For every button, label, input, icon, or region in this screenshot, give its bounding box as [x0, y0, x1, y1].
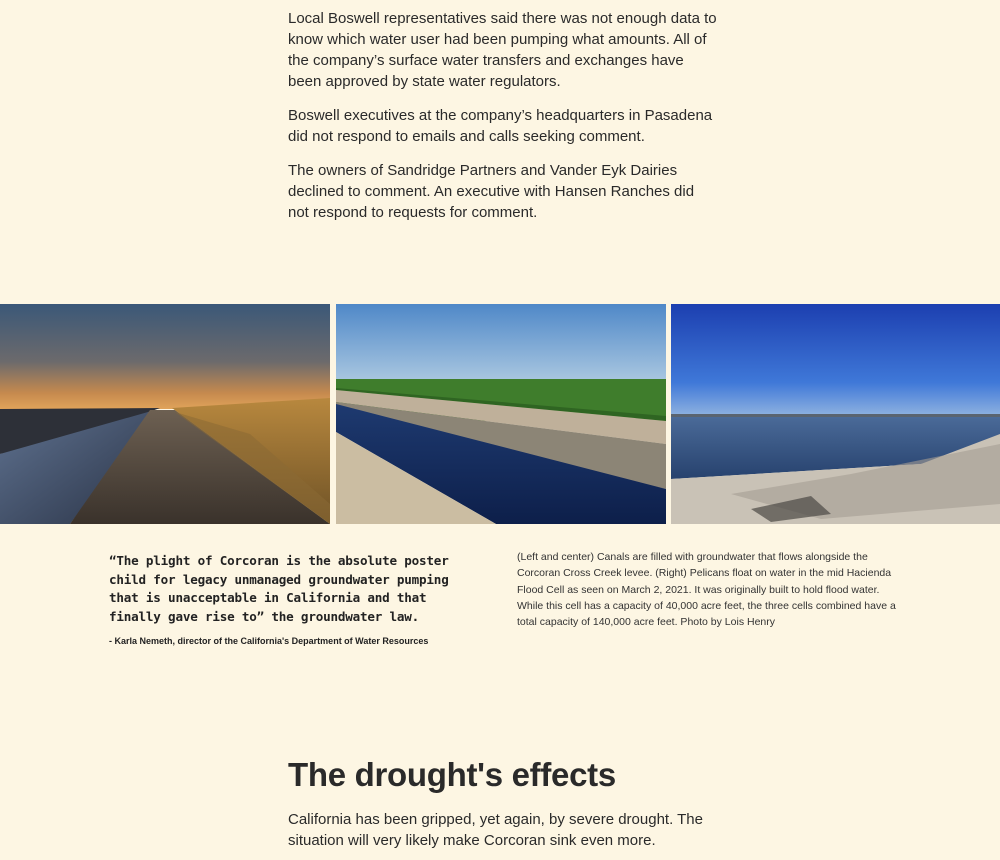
quote-attribution: - Karla Nemeth, director of the California's Department of Water Resources: [109, 636, 429, 646]
quote-text: “The plight of Corcoran is the absolute poster child for legacy unmanaged groundwater pumping that is unacceptable in California and that finally gave rise to” the groundwater law.: [109, 553, 449, 624]
flood-cell-photo[interactable]: [671, 304, 1000, 524]
article-paragraph: Local Boswell representatives said there was not enough data to know which water user had been pumping what amounts. All of the company’s surface water transfers and exchanges have been approved by state water regulators.: [288, 10, 717, 90]
canal-dusk-photo[interactable]: [0, 304, 330, 524]
article-body: [288, 8, 718, 236]
photo-gallery: [0, 304, 1000, 524]
article-paragraph: The owners of Sandridge Partners and Vander Eyk Dairies declined to comment. An executive with Hansen Ranches did not respond to requests for comment.: [288, 162, 695, 221]
section-intro-paragraph: California has been gripped, yet again, by severe drought. The situation will very likely make Corcoran sink even more.: [288, 811, 703, 849]
article-paragraph: Boswell executives at the company’s headquarters in Pasadena did not respond to emails and calls seeking comment.: [288, 107, 713, 145]
section-heading: The drought's effects: [288, 756, 616, 793]
canal-field-photo[interactable]: [336, 304, 666, 524]
pull-quote: [109, 552, 454, 646]
photo-caption: (Left and center) Canals are filled with groundwater that flows alongside the Corcoran Cross Creek levee. (Right) Pelicans float on water in the mid Hacienda Flood Cell as seen on March 2, 2021. It was originally built to hold flood water. While this cell has a capacity of 40,000 acre feet, the three cells combined have a total capacity of 140,000 acre feet. Photo by Lois Henry: [517, 551, 896, 629]
